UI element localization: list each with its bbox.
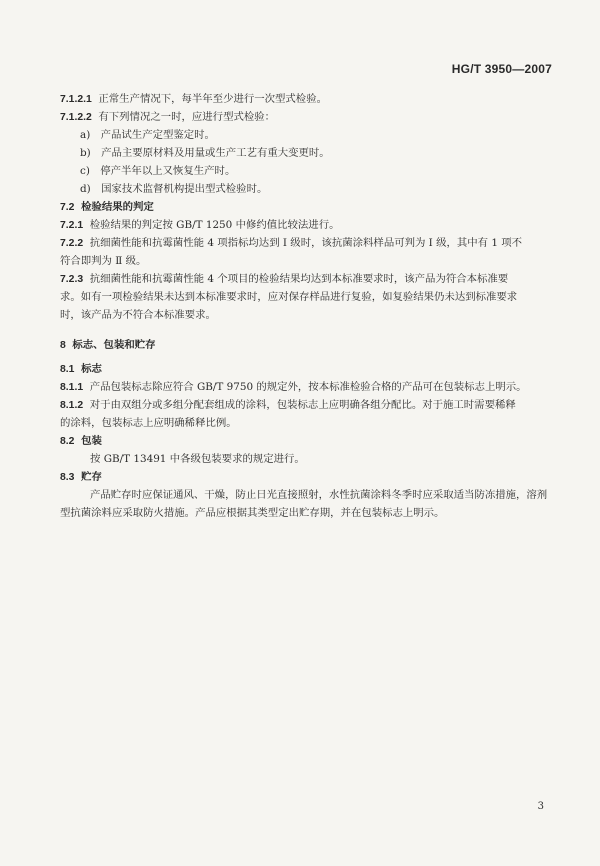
clause-text: 产品包装标志除应符合 GB/T 9750 的规定外，按本标准检验合格的产品可在包装标志上明示。 — [89, 381, 527, 393]
section-number: 8 — [60, 340, 66, 351]
clause-continuation — [60, 416, 550, 430]
clause-number: 7.2.2 — [60, 238, 84, 249]
section-title: 检验结果的判定 — [81, 201, 154, 213]
list-item-text: c) 停产半年以上又恢复生产时。 — [80, 165, 236, 177]
clause-text: 对于由双组分或多组分配套组成的涂料，包装标志上应明确各组分配比。对于施工时需要稀释 — [89, 399, 516, 411]
list-item-text: a) 产品试生产定型鉴定时。 — [80, 129, 215, 141]
section-number: 8.1 — [60, 364, 75, 375]
section-8-1-heading — [60, 362, 550, 377]
list-item-b — [80, 146, 550, 160]
section-8-3-heading — [60, 470, 550, 485]
clause-text: 时，该产品为不符合本标准要求。 — [60, 309, 216, 321]
page-number: 3 — [537, 801, 544, 812]
clause-number: 7.2.1 — [60, 220, 84, 231]
section-title: 标志、包装和贮存 — [72, 339, 156, 351]
clause-8-1-1 — [60, 380, 550, 395]
list-item-d — [80, 182, 550, 196]
packaging-text — [90, 452, 550, 466]
list-item-c — [80, 164, 550, 178]
clause-text: 产品贮存时应保证通风、干燥，防止日光直接照射，水性抗菌涂料冬季时应采取适当防冻措施，溶剂 — [90, 489, 548, 501]
section-8-2-heading — [60, 434, 550, 449]
list-item-text: b) 产品主要原材料及用量或生产工艺有重大变更时。 — [80, 147, 330, 159]
section-title: 包装 — [81, 435, 102, 447]
section-number: 7.2 — [60, 202, 75, 213]
clause-text: 有下列情况之一时，应进行型式检验： — [98, 111, 276, 123]
clause-7-1-2-2 — [60, 110, 550, 125]
section-8-heading — [60, 338, 550, 353]
section-title: 标志 — [81, 363, 102, 375]
clause-text: 型抗菌涂料应采取防火措施。产品应根据其类型定出贮存期，并在包装标志上明示。 — [60, 507, 445, 519]
section-7-2-heading — [60, 200, 550, 215]
clause-continuation — [60, 506, 550, 520]
clause-number: 7.2.3 — [60, 274, 84, 285]
clause-number: 8.1.2 — [60, 400, 84, 411]
clause-text: 求。如有一项检验结果未达到本标准要求时，应对保存样品进行复验，如复验结果仍未达到标准要求 — [60, 291, 518, 303]
storage-text — [90, 488, 550, 502]
clause-8-1-2 — [60, 398, 550, 413]
section-title: 贮存 — [81, 471, 102, 483]
clause-text: 抗细菌性能和抗霉菌性能 4 项指标均达到 Ⅰ 级时，该抗菌涂料样品可判为 Ⅰ 级，其中有 1 项不 — [89, 237, 523, 249]
clause-text: 正常生产情况下，每半年至少进行一次型式检验。 — [98, 93, 327, 105]
clause-number: 8.1.1 — [60, 382, 84, 393]
list-item-text: d) 国家技术监督机构提出型式检验时。 — [80, 183, 268, 195]
clause-text: 的涂料，包装标志上应明确稀释比例。 — [60, 417, 237, 429]
clause-7-1-2-1 — [60, 92, 550, 107]
clause-continuation — [60, 254, 550, 268]
standard-code: HG/T 3950—2007 — [451, 62, 552, 76]
clause-text: 检验结果的判定按 GB/T 1250 中修约值比较法进行。 — [89, 219, 340, 231]
clause-continuation — [60, 308, 550, 322]
clause-number: 7.1.2.2 — [60, 112, 92, 123]
clause-7-2-3 — [60, 272, 550, 287]
clause-number: 7.1.2.1 — [60, 94, 92, 105]
section-number: 8.2 — [60, 436, 75, 447]
clause-text: 抗细菌性能和抗霉菌性能 4 个项目的检验结果均达到本标准要求时，该产品为符合本标准要 — [89, 273, 509, 285]
clause-7-2-2 — [60, 236, 550, 251]
clause-text: 符合即判为 Ⅱ 级。 — [60, 255, 147, 267]
clause-7-2-1 — [60, 218, 550, 233]
clause-continuation — [60, 290, 550, 304]
list-item-a — [80, 128, 550, 142]
clause-text: 按 GB/T 13491 中各级包装要求的规定进行。 — [90, 453, 305, 465]
section-number: 8.3 — [60, 472, 75, 483]
